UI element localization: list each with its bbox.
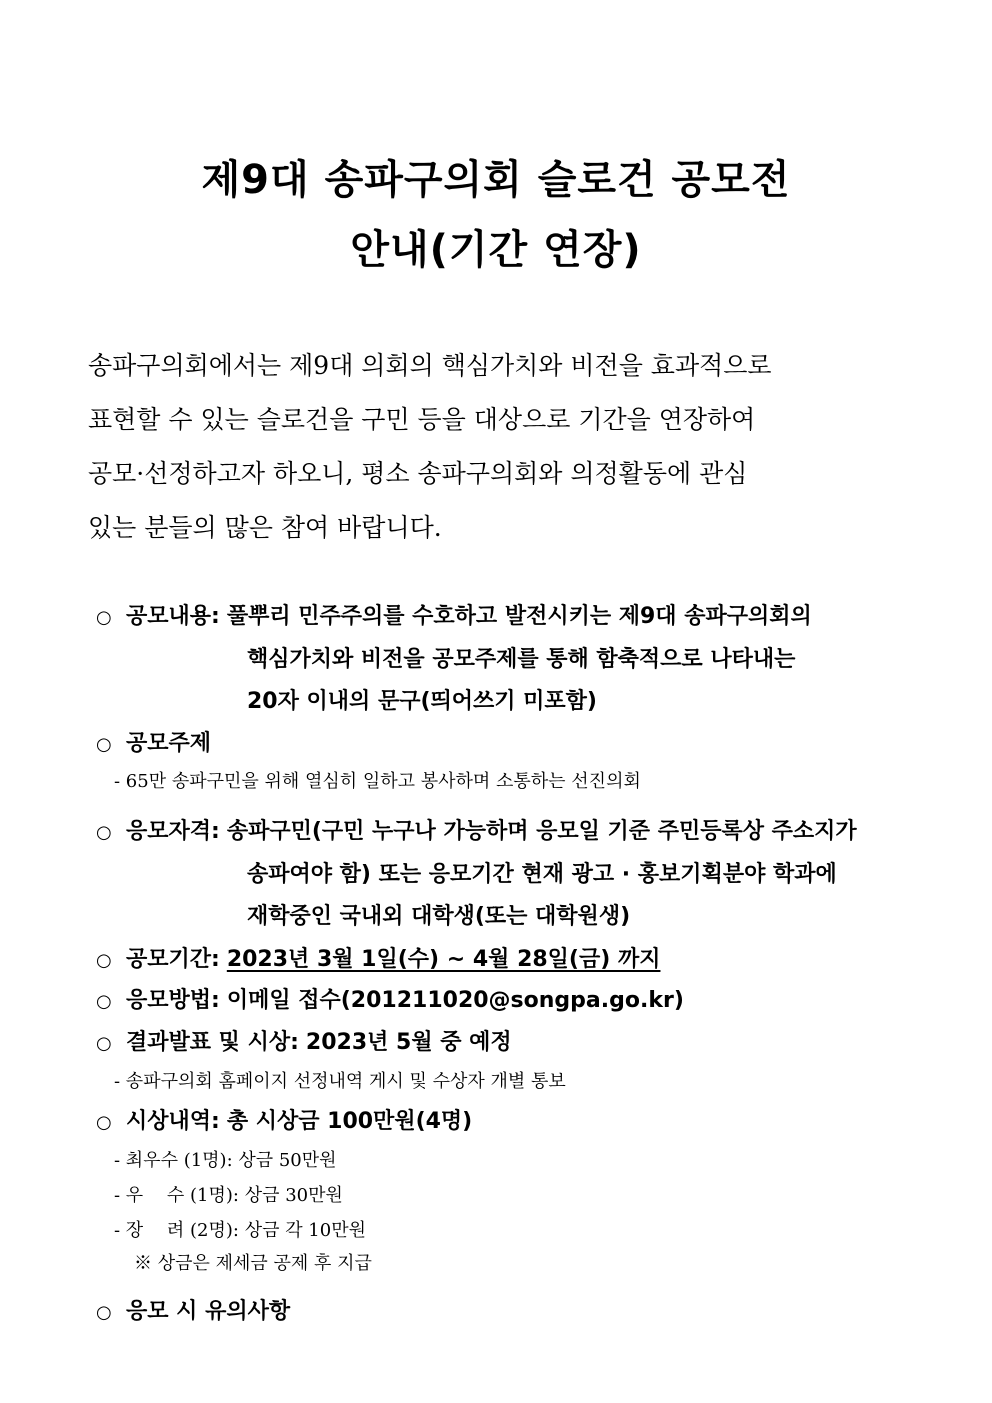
- section-label: 공모주제: [126, 731, 212, 756]
- section-label: 공모기간:: [126, 947, 220, 972]
- section-period: [96, 944, 660, 977]
- circle-bullet-icon: ○: [96, 991, 112, 1012]
- section-value: 2023년 5월 중 예정: [305, 1030, 512, 1055]
- section-sub-item: - 65만 송파구민을 위해 열심히 일하고 봉사하며 소통하는 선진의회: [114, 771, 641, 792]
- section-continuation: 재학중인 국내외 대학생(또는 대학원생): [247, 904, 631, 929]
- circle-bullet-icon: ○: [96, 822, 112, 843]
- circle-bullet-icon: ○: [96, 1112, 112, 1133]
- section-theme: [96, 728, 211, 761]
- section-method: [96, 985, 684, 1018]
- section-sub-item: - 송파구의회 홈페이지 선정내역 게시 및 수상자 개별 통보: [114, 1071, 566, 1092]
- prize-item: - 장 려 (2명): 상금 각 10만원: [114, 1220, 366, 1241]
- circle-bullet-icon: ○: [96, 1302, 112, 1323]
- section-content: [96, 601, 812, 634]
- period-value: 2023년 3월 1일(수) ~ 4월 28일(금) 까지: [226, 947, 661, 972]
- section-continuation: 핵심가치와 비전을 공모주제를 통해 함축적으로 나타내는: [247, 647, 796, 672]
- intro-line: 있는 분들의 많은 참여 바랍니다.: [88, 513, 442, 542]
- section-label: 응모방법:: [126, 988, 220, 1013]
- section-label: 시상내역:: [126, 1109, 220, 1134]
- section-value: 송파구민(구민 누구나 가능하며 응모일 기준 주민등록상 주소지가: [226, 819, 857, 844]
- circle-bullet-icon: ○: [96, 607, 112, 628]
- prize-item: - 우 수 (1명): 상금 30만원: [114, 1185, 343, 1206]
- section-value: 총 시상금 100만원(4명): [226, 1109, 473, 1134]
- intro-line: 표현할 수 있는 슬로건을 구민 등을 대상으로 기간을 연장하여: [88, 405, 756, 434]
- circle-bullet-icon: ○: [96, 1033, 112, 1054]
- section-label: 결과발표 및 시상:: [126, 1030, 299, 1055]
- circle-bullet-icon: ○: [96, 950, 112, 971]
- prize-item: - 최우수 (1명): 상금 50만원: [114, 1150, 337, 1171]
- intro-line: 공모·선정하고자 하오니, 평소 송파구의회와 의정활동에 관심: [88, 459, 748, 488]
- document-title-line-2: 안내(기간 연장): [350, 227, 642, 273]
- section-result: [96, 1027, 512, 1060]
- circle-bullet-icon: ○: [96, 734, 112, 755]
- prize-note: ※ 상금은 제세금 공제 후 지급: [134, 1253, 372, 1274]
- section-prizes: [96, 1106, 472, 1139]
- section-value: 풀뿌리 민주주의를 수호하고 발전시키는 제9대 송파구의회의: [226, 604, 812, 629]
- section-label: 응모 시 유의사항: [126, 1299, 291, 1324]
- section-label: 공모내용:: [126, 604, 220, 629]
- document-title-line-1: 제9대 송파구의회 슬로건 공모전: [201, 157, 791, 203]
- section-cautions: [96, 1296, 290, 1329]
- section-continuation: 20자 이내의 문구(띄어쓰기 미포함): [247, 689, 597, 714]
- section-eligibility: [96, 816, 857, 849]
- intro-paragraph: [88, 339, 908, 555]
- intro-line: 송파구의회에서는 제9대 의회의 핵심가치와 비전을 효과적으로: [88, 351, 772, 380]
- section-continuation: 송파여야 함) 또는 응모기간 현재 광고 · 홍보기획분야 학과에: [247, 862, 837, 887]
- section-label: 응모자격:: [126, 819, 220, 844]
- email-value: 이메일 접수(201211020@songpa.go.kr): [226, 988, 684, 1013]
